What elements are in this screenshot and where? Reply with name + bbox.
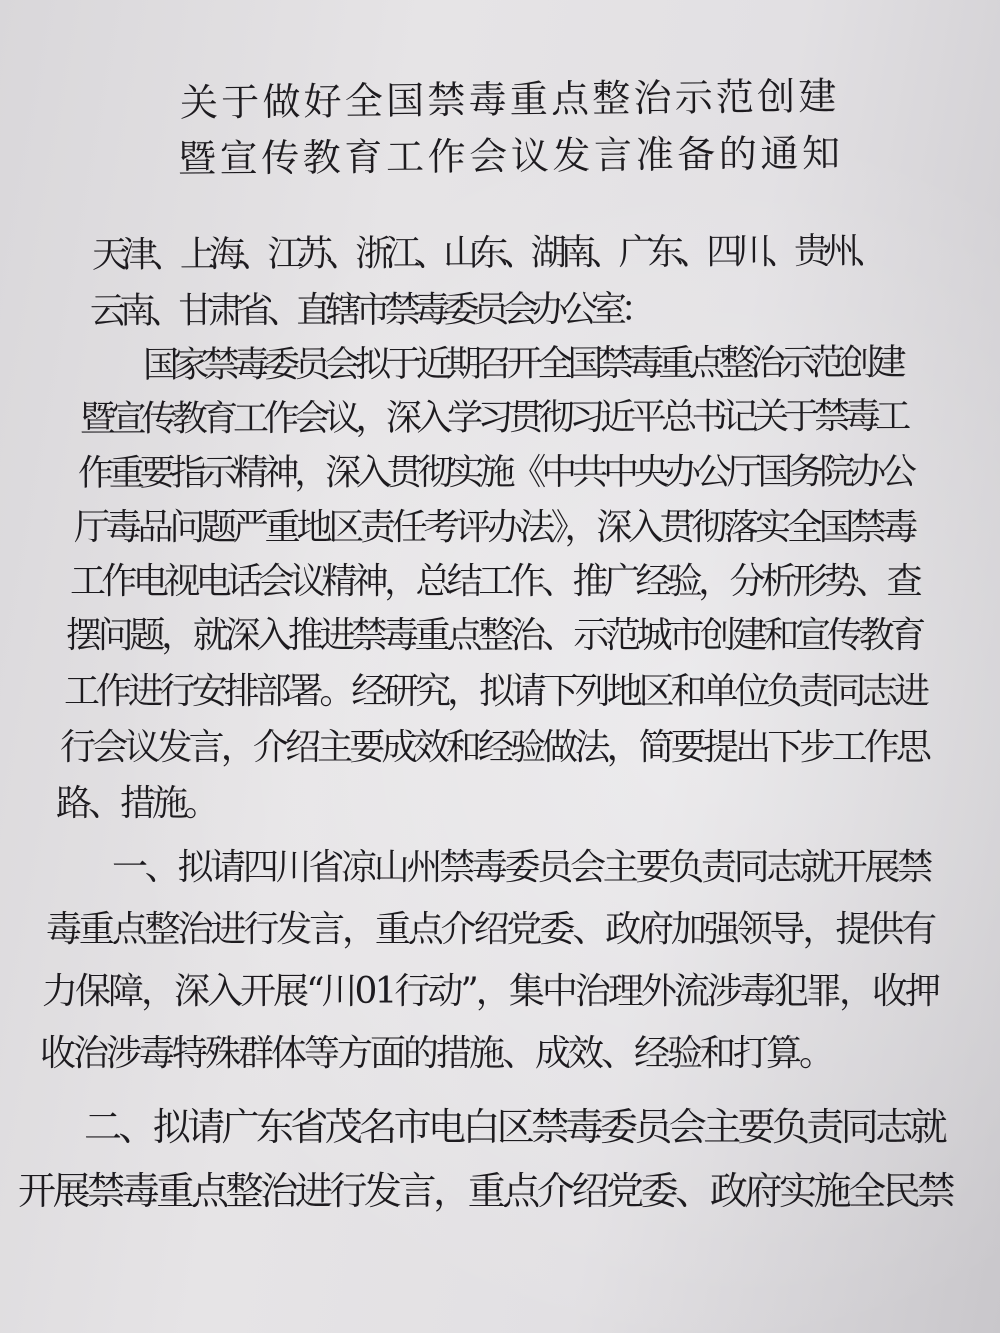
document-title-line-2: 暨宣传教育工作会议发言准备的通知: [177, 131, 844, 181]
section-two-line: 开展禁毒重点整治进行发言，重点介绍党委、政府实施全民禁: [18, 1169, 952, 1213]
section-one-line: 收治涉毒特殊群体等方面的措施、成效、经验和打算。: [40, 1033, 832, 1074]
body-line: 行会议发言，介绍主要成效和经验做法，简要提出下步工作思: [60, 727, 928, 768]
body-line: 厅毒品问题严重地区责任考评办法》，深入贯彻落实全国禁毒: [74, 507, 914, 548]
addressee-line-2: 云南、甘肃省、直辖市禁毒委员会办公室：: [89, 289, 650, 332]
body-line: 路、措施。: [56, 783, 216, 824]
document-title-line-1: 关于做好全国禁毒重点整治示范创建: [179, 74, 840, 125]
body-line: 工作电视电话会议精神，总结工作、推广经验，分析形势、查: [70, 561, 918, 602]
section-one-line: 一、拟请四川省凉山州禁毒委员会主要负责同志就开展禁: [112, 847, 930, 888]
addressee-line-1: 天津、上海、江苏、浙江、山东、湖南、广东、四川、贵州、: [91, 230, 882, 276]
body-line: 国家禁毒委员会拟于近期召开全国禁毒重点整治示范创建: [142, 342, 901, 386]
body-line: 作重要指示精神，深入贯彻实施《中共中央办公厅国务院办公: [77, 451, 912, 494]
body-line: 摆问题，就深入推进禁毒重点整治、示范城市创建和宣传教育: [66, 615, 922, 656]
section-one-line: 毒重点整治进行发言，重点介绍党委、政府加强领导，提供有: [46, 909, 934, 950]
body-line: 暨宣传教育工作会议，深入学习贯彻习近平总书记关于禁毒工: [79, 396, 906, 440]
section-two-line: 二、拟请广东省茂名市电白区禁毒委员会主要负责同志就: [84, 1105, 944, 1149]
body-line: 工作进行安排部署。经研究，拟请下列地区和单位负责同志进: [64, 671, 926, 712]
section-one-line: 力保障，深入开展“川01行动”，集中治理外流涉毒犯罪，收押: [42, 971, 938, 1012]
